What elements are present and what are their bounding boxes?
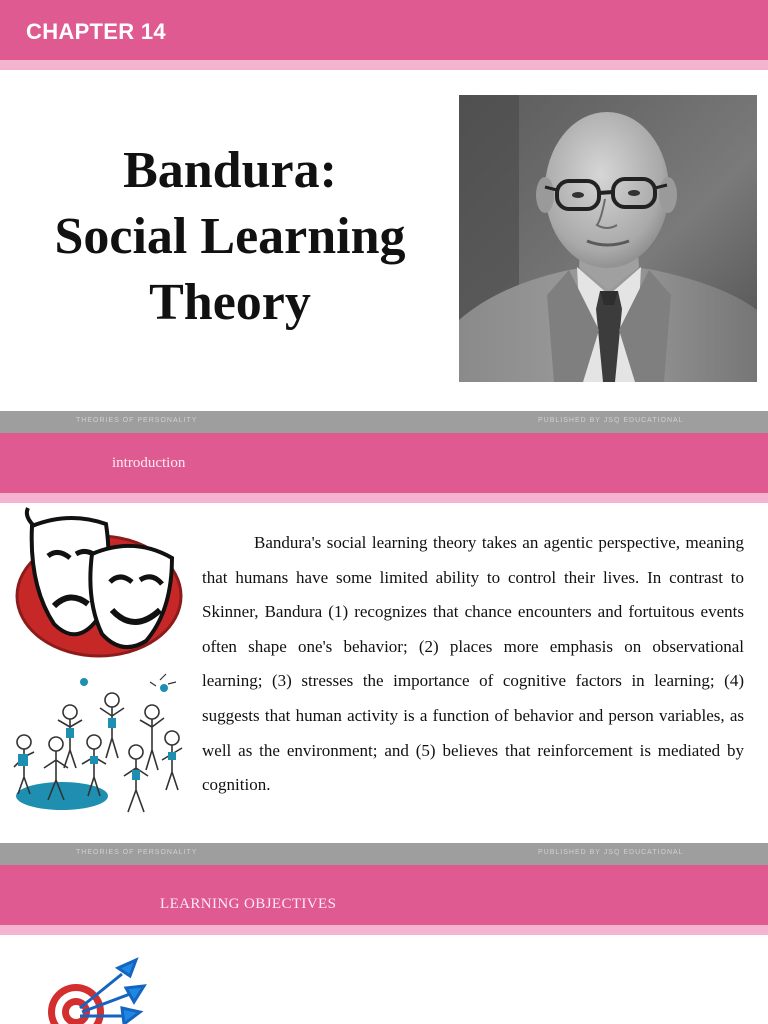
divider-bar: [0, 843, 768, 865]
page-title: [30, 138, 430, 336]
portrait-illustration: [459, 95, 757, 382]
divider-text-left: THEORIES OF PERSONALITY: [76, 417, 198, 424]
learning-objectives-label: LEARNING OBJECTIVES: [160, 896, 337, 912]
learning-objectives-header: [0, 865, 768, 925]
portrait-photo: [459, 95, 757, 382]
chapter-header-strip: [0, 60, 768, 70]
introduction-text: [202, 526, 744, 803]
divider-bar: [0, 411, 768, 433]
title-line-2: Social Learning: [54, 208, 406, 265]
introduction-strip: [0, 493, 768, 503]
title-line-3: Theory: [149, 274, 311, 331]
chapter-header-bar: [0, 0, 768, 60]
chapter-label: CHAPTER 14: [26, 19, 166, 44]
divider-text-left: THEORIES OF PERSONALITY: [76, 849, 198, 856]
divider-text-right: PUBLISHED BY JSQ EDUCATIONAL: [538, 849, 684, 856]
target-darts-icon: [44, 954, 154, 1024]
introduction-label: introduction: [112, 455, 186, 471]
theater-masks-icon: [14, 506, 184, 662]
divider-text-right: PUBLISHED BY JSQ EDUCATIONAL: [538, 417, 684, 424]
title-line-1: Bandura:: [123, 142, 337, 199]
people-group-sketch: [4, 672, 194, 822]
learning-objectives-strip: [0, 925, 768, 935]
introduction-header: [0, 433, 768, 493]
introduction-paragraph: Bandura's social learning theory takes an agentic perspective, meaning that humans have some limited ability to control their lives. In contrast to Skinner, Bandura (1) recognizes that chance encounters and fortuitous events often shape one's behavior; (2) places more emphasis on observational learning; (3) stresses the importance of cognitive factors in learning; (4) suggests that human activity is a function of behavior and person variables, as well as the environment; and (5) believes that reinforcement is mediated by cognition.: [202, 533, 744, 795]
